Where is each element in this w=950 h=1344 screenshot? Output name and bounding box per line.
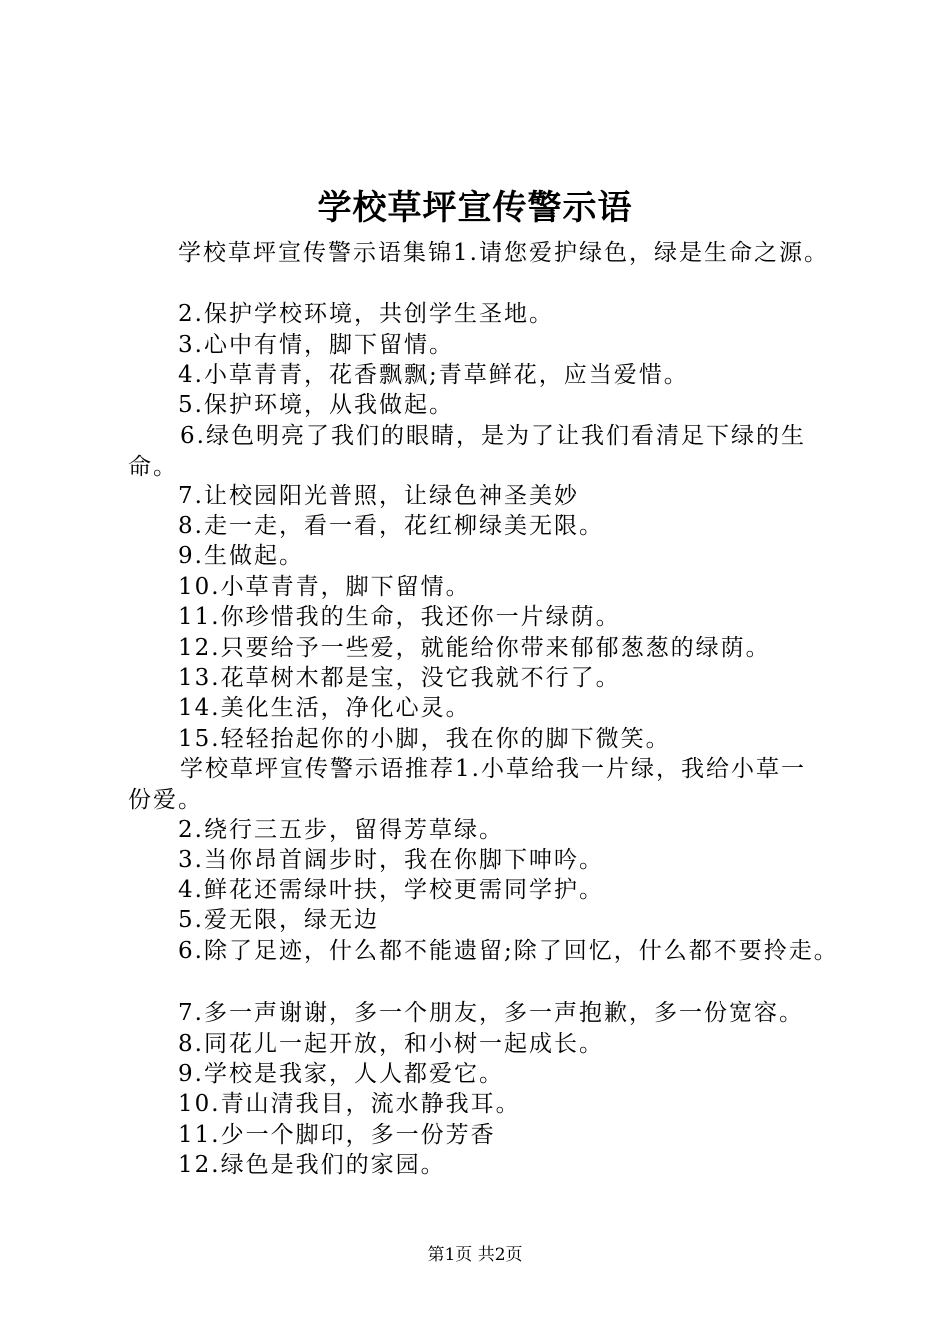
text-line: 学校草坪宣传警示语推荐1.小草给我一片绿，我给小草一 <box>180 756 806 782</box>
text-line: 5.保护环境，从我做起。 <box>178 392 454 418</box>
text-line: 3.当你昂首阔步时，我在你脚下呻吟。 <box>178 847 604 873</box>
text-line: 份爱。 <box>128 787 203 813</box>
page-number: 第1页 共2页 <box>427 1245 523 1265</box>
text-line: 6.除了足迹，什么都不能遗留;除了回忆，什么都不要拎走。 <box>178 938 839 964</box>
text-line: 12.绿色是我们的家园。 <box>178 1152 446 1178</box>
text-line: 3.心中有情，脚下留情。 <box>178 332 454 358</box>
text-line: 9.学校是我家，人人都爱它。 <box>178 1061 504 1087</box>
document-title: 学校草坪宣传警示语 <box>317 188 633 228</box>
text-line: 4.鲜花还需绿叶扶，学校更需同学护。 <box>178 877 604 903</box>
text-line: 命。 <box>128 454 178 480</box>
text-line: 5.爱无限，绿无边 <box>178 907 379 933</box>
text-line: 10.小草青青，脚下留情。 <box>178 574 471 600</box>
text-line: 8.同花儿一起开放，和小树一起成长。 <box>178 1031 604 1057</box>
text-line: 8.走一走，看一看，花红柳绿美无限。 <box>178 513 604 539</box>
text-line: 7.让校园阳光普照，让绿色神圣美妙 <box>178 483 579 509</box>
text-line: 11.你珍惜我的生命，我还你一片绿荫。 <box>178 604 621 630</box>
text-line: 2.保护学校环境，共创学生圣地。 <box>178 301 554 327</box>
text-line: 14.美化生活，净化心灵。 <box>178 695 471 721</box>
text-line: 9.生做起。 <box>178 543 304 569</box>
text-line: 11.少一个脚印，多一份芳香 <box>178 1122 496 1148</box>
text-line: 10.青山清我目，流水静我耳。 <box>178 1091 521 1117</box>
text-line: 4.小草青青，花香飘飘;青草鲜花，应当爱惜。 <box>178 362 689 388</box>
text-line: 12.只要给予一些爱，就能给你带来郁郁葱葱的绿荫。 <box>178 635 771 661</box>
text-line: 2.绕行三五步，留得芳草绿。 <box>178 817 504 843</box>
text-line: 13.花草树木都是宝，没它我就不行了。 <box>178 665 621 691</box>
text-line: 15.轻轻抬起你的小脚，我在你的脚下微笑。 <box>178 726 671 752</box>
text-line: 6.绿色明亮了我们的眼睛，是为了让我们看清足下绿的生 <box>180 423 806 449</box>
text-line: 学校草坪宣传警示语集锦1.请您爱护绿色，绿是生命之源。 <box>178 240 829 266</box>
text-line: 7.多一声谢谢，多一个朋友，多一声抱歉，多一份宽容。 <box>178 1000 804 1026</box>
